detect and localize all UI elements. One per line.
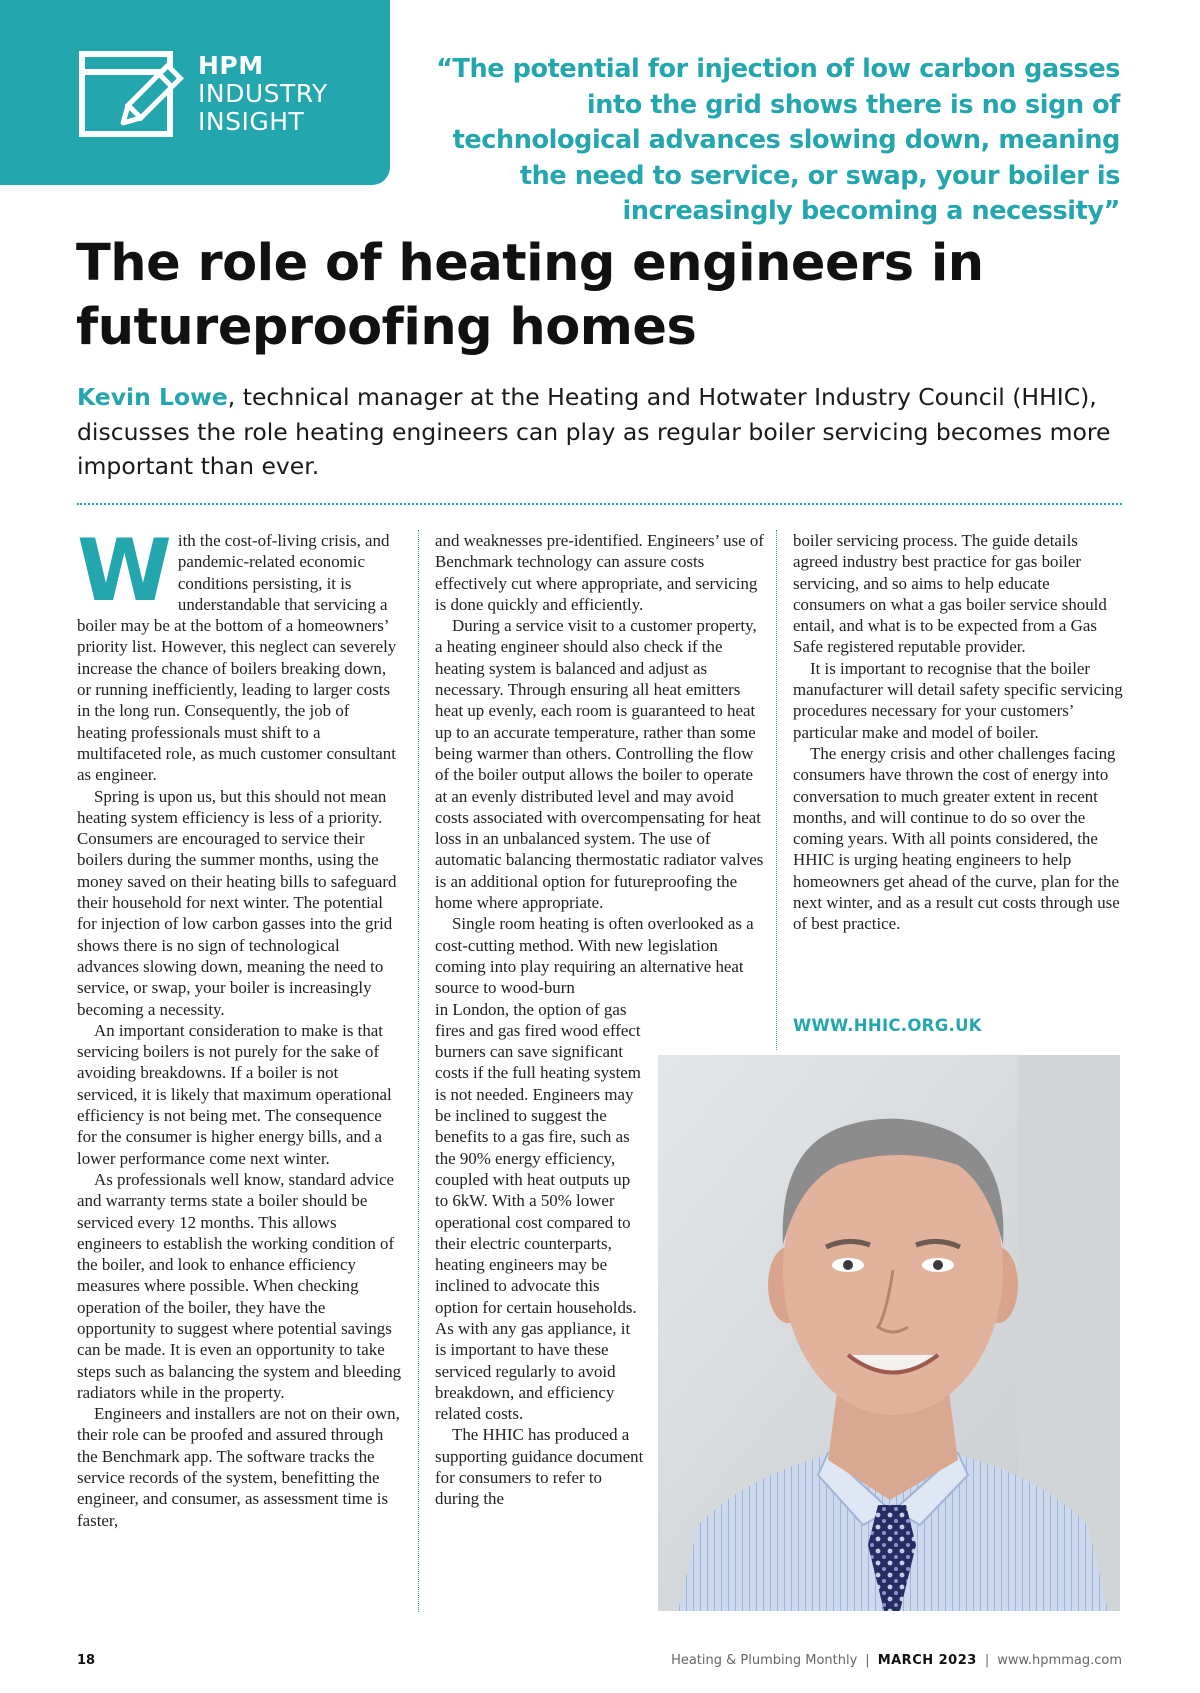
section-label-industry: INDUSTRY [198, 79, 328, 108]
body-paragraph: in London, the option of gas fires and gas fired wood effect burners can save significant costs if the full heating system is not needed. Engineers may be inclined to suggest the benefits to a gas fire, such as the 90% energy efficiency, coupled with heat outputs up to 6kW. With a 50% lower operational cost compared to their electric counterparts, heating engineers may be inclined to advocate this option for certain households. As with any gas appliance, it is important to have these serviced regularly to avoid breakdown, and efficiency related costs. [435, 999, 641, 1424]
website-link[interactable]: WWW.HHIC.ORG.UK [793, 1016, 982, 1035]
headline-line-1: The role of heating engineers in [76, 234, 984, 293]
body-column-1 [77, 521, 402, 1531]
body-paragraph: Single room heating is often overlooked as a cost-cutting method. With new legislation coming into play requiring an alternative heat source to wood-burn [435, 914, 754, 998]
body-paragraph: An important consideration to make is that servicing boilers is not purely for the sake of avoiding breakdowns. If a boiler is not serviced, it is likely that maximum operational efficiency is not being met. The consequence for the consumer is higher energy bills, and a lower performance come next winter. [77, 1020, 392, 1168]
body-paragraph: During a service visit to a customer property, a heating engineer should also check if the heating system is balanced and adjust as necessary. Through ensuring all heat emitters heat up evenly, each room is guaranteed to heat up to an accurate temperature, rather than some being warmer than others. Controlling the flow of the boiler output allows the boiler to operate at an evenly distributed level and may avoid costs associated with overcompensating for heat loss in an unbalanced system. The use of automatic balancing thermostatic radiator valves is an additional option for futureproofing the home where appropriate. [435, 616, 764, 913]
headline-line-2: futureproofing homes [76, 298, 697, 357]
body-paragraph: and weaknesses pre-identified. Engineers’ use of Benchmark technology can assure costs effectively cut where appropriate, and servicing is done quickly and efficiently. [435, 531, 764, 614]
publication-url[interactable]: www.hpmmag.com [997, 1653, 1122, 1668]
column-divider [418, 530, 419, 1612]
page-number: 18 [77, 1653, 96, 1668]
standfirst [77, 380, 1137, 484]
section-tab [0, 0, 390, 185]
pencil-notebook-icon [78, 50, 188, 146]
body-paragraph: The energy crisis and other challenges facing consumers have thrown the cost of energy into conversation to much greater extent in recent months, and will continue to do so over the coming years. With all points considered, the HHIC is urging heating engineers to help homeowners get ahead of the curve, plan for the next winter, and as a result cut costs through use of best practice. [793, 743, 1120, 934]
standfirst-text: , technical manager at the Heating and Hotwater Industry Council (HHIC), discusses the role heating engineers can play as regular boiler servicing becomes more important than ever. [77, 383, 1111, 480]
footer-separator: | [865, 1653, 870, 1668]
pull-quote: “The potential for injection of low carbon gasses into the grid shows there is no sign of technological advances slowing down, meaning the need to service, or swap, your boiler is increasingly becoming a necessity” [436, 54, 1120, 226]
drop-cap: W [77, 521, 172, 621]
body-paragraph: It is important to recognise that the boiler manufacturer will detail safety specific servicing procedures necessary for your customers’ particular make and model of boiler. [793, 658, 1123, 742]
footer-separator: | [984, 1653, 990, 1668]
body-paragraph: As professionals well know, standard advice and warranty terms state a boiler should be serviced every 12 months. This allows engineers to establish the working condition of the boiler, and look to enhance efficiency measures where possible. When checking operation of the boiler, they have the opportunity to suggest where potential savings can be made. It is even an opportunity to take steps such as balancing the system and bleeding radiators while in the property. [77, 1169, 402, 1402]
body-paragraph: The HHIC has produced a supporting guidance document for consumers to refer to during the [435, 1425, 644, 1509]
body-column-3 [793, 530, 1123, 935]
author-photo [658, 1055, 1120, 1611]
body-paragraph: ith the cost-of-living crisis, and pandemic-related economic conditions persisting, it is understandable that servicing a boiler may be at the bottom of a homeowners’ priority list. However, this neglect can severely increase the chance of boilers breaking down, or running inefficiently, leading to larger costs in the long run. Consequently, the job of heating professionals must shift to a multifaceted role, as much customer consultant as engineer. [77, 531, 397, 785]
headline [76, 232, 1136, 360]
footer-publication-line [671, 1653, 1122, 1668]
section-label-insight: INSIGHT [198, 107, 305, 136]
author-name: Kevin Lowe [77, 383, 228, 411]
body-paragraph: Engineers and installers are not on their own, their role can be proofed and assured through the Benchmark app. The software tracks the service records of the system, benefitting the engineer, and consumer, as assessment time is faster, [77, 1404, 400, 1530]
section-label-hpm: HPM [198, 51, 264, 80]
divider-rule [77, 503, 1122, 505]
body-paragraph: Spring is upon us, but this should not mean heating system efficiency is less of a priority. Consumers are encouraged to service their boilers during the summer months, using the money saved on their heating bills to safeguard their household for next winter. The potential for injection of low carbon gasses into the grid shows there is no sign of technological advances slowing down, meaning the need to service, or swap, your boiler is increasingly becoming a necessity. [77, 786, 397, 1019]
section-label [198, 52, 328, 136]
column-divider [776, 530, 777, 1050]
portrait-illustration [658, 1055, 1120, 1611]
issue-date: MARCH 2023 [877, 1653, 977, 1668]
publication-name: Heating & Plumbing Monthly [671, 1653, 858, 1668]
body-paragraph: boiler servicing process. The guide details agreed industry best practice for gas boiler servicing, and so aims to help educate consumers on what a gas boiler service should entail, and what is to be expected from a Gas Safe registered reputable provider. [793, 531, 1107, 657]
